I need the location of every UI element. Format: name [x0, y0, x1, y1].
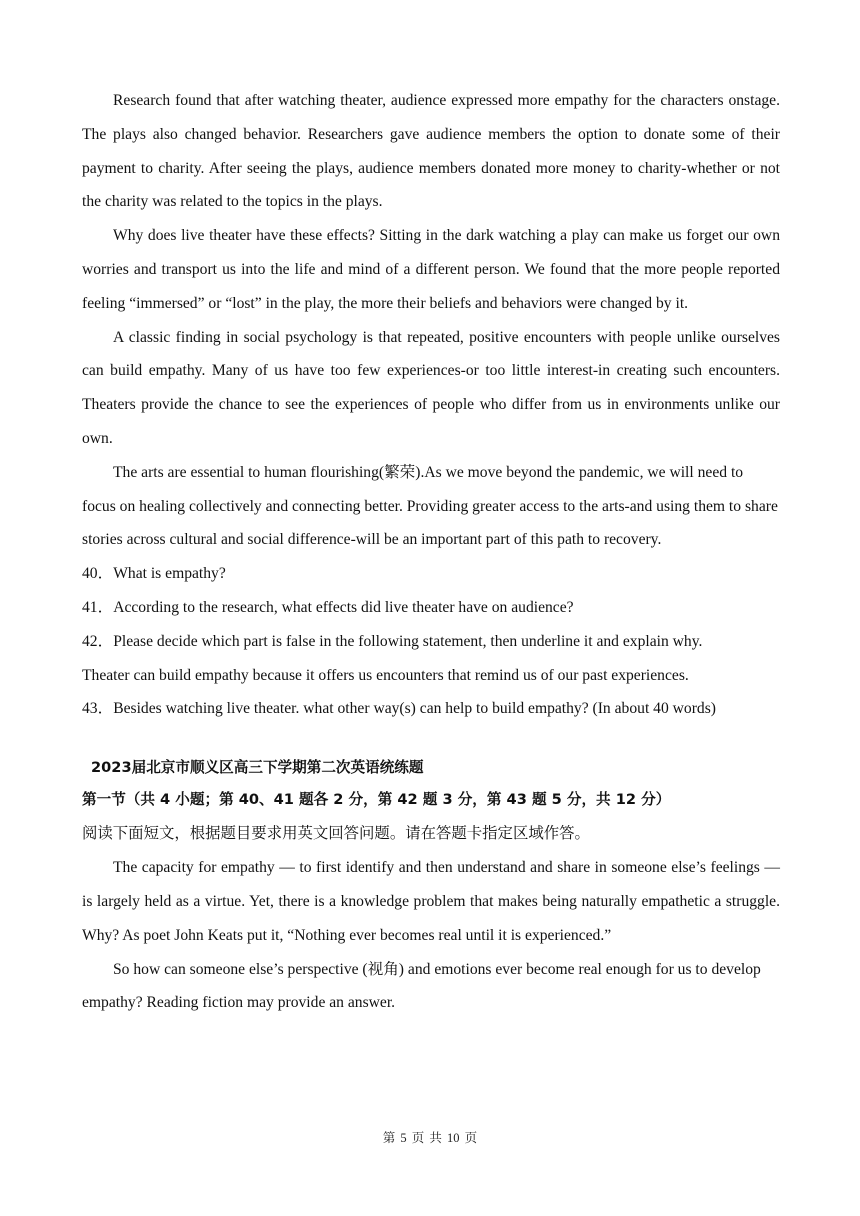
passage-paragraph-1: Research found that after watching theater, audience expressed more empathy for the characters onstage. The plays also changed behavior. Researchers gave audience members the option to donate some of their payment to charity. After seeing the plays, audience members donated more money to charity-whether or not the charity was related to the topics in the plays.	[82, 92, 780, 211]
section-instruction: 阅读下面短文，根据题目要求用英文回答问题。请在答题卡指定区域作答。	[82, 825, 590, 843]
question-42: 42．Please decide which part is false in the following statement, then underline it and explain why.	[82, 632, 703, 650]
section-paragraph-2: So how can someone else’s perspective (视角) and emotions ever become real enough for us to develop empathy? Reading fiction may provide an answer.	[82, 960, 761, 1012]
document-page	[82, 84, 780, 1020]
question-43: 43．Besides watching live theater. what other way(s) can help to build empathy? (In about 40 words)	[82, 700, 716, 718]
section-paragraph-1: The capacity for empathy — to first identify and then understand and share in someone else’s feelings — is largely held as a virtue. Yet, there is a knowledge problem that makes being naturally empathetic a struggle. Why? As poet John Keats put it, “Nothing ever becomes real until it is experienced.”	[82, 859, 780, 944]
question-42-statement: Theater can build empathy because it offers us encounters that remind us of our past experiences.	[82, 666, 689, 684]
page-footer: 第 5 页 共 10 页	[382, 1131, 478, 1145]
passage-paragraph-3: A classic finding in social psychology is that repeated, positive encounters with people unlike ourselves can build empathy. Many of us have too few experiences-or too little interest-in creating such encounters. Theaters provide the chance to see the experiences of people who differ from us in environments unlike our own.	[82, 328, 780, 447]
section-gap	[82, 726, 780, 753]
question-41: 41．According to the research, what effects did live theater have on audience?	[82, 598, 574, 616]
question-40: 40．What is empathy?	[82, 565, 226, 583]
passage-paragraph-2: Why does live theater have these effects? Sitting in the dark watching a play can make us forget our own worries and transport us into the life and mind of a different person. We found that the more people reported feeling “immersed” or “lost” in the play, the more their beliefs and behaviors were changed by it.	[82, 227, 780, 312]
passage-paragraph-4: The arts are essential to human flourishing(繁荣).As we move beyond the pandemic, we will need to focus on healing collectively and connecting better. Providing greater access to the arts-and using them to share stories across cultural and social difference-will be an important part of this path to recovery.	[82, 463, 778, 549]
section-heading: 第一节（共 4 小题；第 40、41 题各 2 分，第 42 题 3 分，第 43 题 5 分，共 12 分）	[82, 791, 671, 809]
section-title: 2023届北京市顺义区高三下学期第二次英语统练题	[91, 759, 424, 777]
